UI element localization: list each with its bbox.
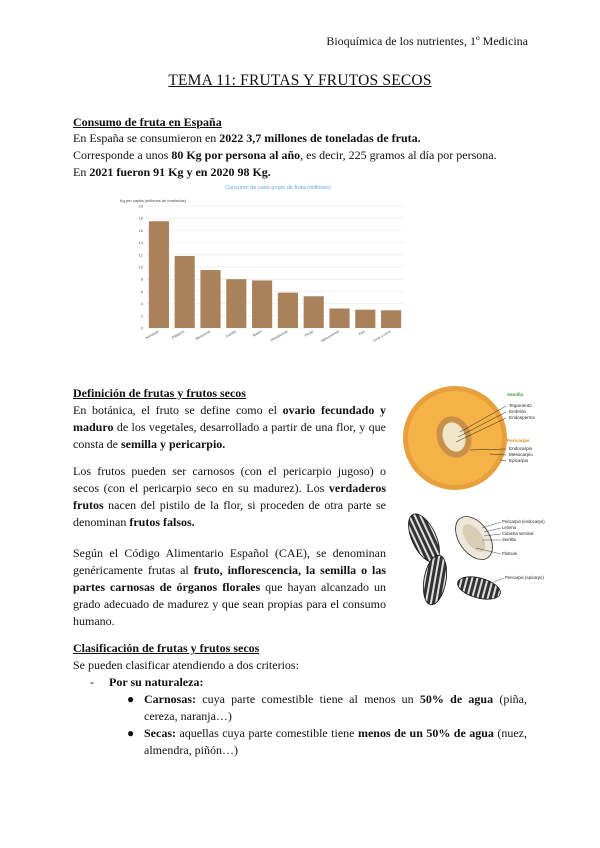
- bullet-carnosas: [144, 691, 527, 725]
- section-heading-consumo: Consumo de fruta en España: [73, 115, 222, 129]
- chart-x-tick-label: Plátanos: [171, 329, 186, 340]
- bold-run: ovario fecundado y maduro: [73, 403, 386, 434]
- text-run: que hayan alcanzado un grado adecuado de madurez y que sean propias para el consumo humano.: [73, 580, 386, 628]
- definicion-paragraph-1: [73, 402, 386, 453]
- label-lemma: Lemma: [502, 525, 516, 530]
- label-epicarpio: Epicarpio: [509, 458, 529, 463]
- chart-x-tick-label: Melocotones: [320, 329, 340, 344]
- chart-x-tick-label: Uvas y otros: [372, 329, 392, 343]
- bold-run: menos de un 50% de agua: [357, 726, 494, 740]
- chart-y-tick-label: 0: [140, 325, 143, 331]
- text-run: En botánica, el fruto se define como el: [73, 403, 283, 417]
- chart-bar: [175, 256, 195, 328]
- chart-title: Consumo de cada grupo de fruta (millones): [225, 185, 331, 191]
- label-semilla: Semilla: [502, 537, 516, 542]
- bold-run: 80 Kg por persona al año: [171, 148, 301, 162]
- chart-y-tick-label: 6: [140, 288, 143, 294]
- text-run: (piña, cereza, naranja…): [144, 692, 527, 723]
- chart-y-tick-label: 4: [140, 301, 143, 307]
- seed-icon: [455, 573, 503, 604]
- chart-bar: [355, 310, 375, 328]
- text-run: Según el Código Alimentario Español (CAE), se denominan genéricamente frutas al: [73, 546, 386, 577]
- chart-x-tick-label: Kiwi: [358, 329, 366, 337]
- text-run: nacen del pistilo de la flor, si proceden de otra parte se denominan: [73, 498, 386, 529]
- chart-x-tick-label: Mandarinas: [270, 329, 289, 343]
- criterion-naturaleza: Por su naturaleza:: [109, 675, 204, 689]
- chart-x-tick-label: Naranjas: [144, 329, 160, 341]
- chart-bar: [329, 308, 349, 328]
- label-mesocarpio: Mesocarpio: [509, 452, 533, 457]
- bold-run: semilla y pericarpio.: [120, 437, 226, 451]
- chart-bar: [278, 293, 298, 328]
- bullet-marker-icon: ●: [127, 692, 135, 706]
- text-run: , es decir, 225 gramos al día por persona.: [300, 148, 497, 162]
- chart-bar: [149, 221, 169, 328]
- bold-run: fruto, inflorescencia, la semilla o las partes carnosas de órganos florales: [73, 563, 387, 594]
- chart-y-tick-label: 10: [138, 264, 143, 270]
- chart-x-tick-label: Peras: [304, 329, 315, 338]
- label-plumule: Plumule: [502, 551, 518, 556]
- chart-bar: [252, 280, 272, 328]
- page-header: Bioquímica de los nutrientes, 1º Medicina: [326, 34, 528, 48]
- definicion-paragraph-2: [73, 463, 386, 531]
- label-embrion: Embrión: [509, 409, 527, 414]
- chart-bar: [304, 296, 324, 328]
- text-run: (nuez, almendra, piñón…): [144, 726, 527, 757]
- chart-y-tick-label: 14: [138, 240, 143, 246]
- bold-run: 2021 fueron 91 Kg y en 2020 98 Kg.: [89, 165, 271, 179]
- label-tegumento: Tegumento: [509, 403, 532, 408]
- label-semilla: Semilla: [507, 392, 524, 397]
- chart-y-tick-label: 20: [138, 203, 143, 209]
- chart-x-tick-label: Manzanas: [194, 329, 211, 342]
- bullet-marker-icon: ●: [127, 726, 135, 740]
- bold-run: Carnosas:: [144, 692, 197, 706]
- text-run: aquellas cuya parte comestible tiene: [176, 726, 358, 740]
- chart-y-tick-label: 18: [138, 215, 143, 221]
- definicion-paragraph-3: [73, 545, 386, 630]
- fruit-consumption-chart: [118, 180, 408, 350]
- label-cubierta-seminal: Cubierta seminal: [502, 531, 534, 536]
- bold-run: 50% de agua: [419, 692, 494, 706]
- label-pericarpio-endocarpo: Pericarpio (endocarpo): [502, 519, 545, 524]
- chart-x-tick-label: Melón: [252, 329, 263, 338]
- text-run: En: [73, 165, 90, 179]
- bullet-secas: [144, 725, 527, 759]
- chart-y-tick-label: 16: [138, 227, 143, 233]
- seed-icon: [420, 553, 450, 606]
- bold-run: verdaderos frutos: [73, 481, 386, 512]
- label-pericarpio-epicarpo: Pericarpio (epicarpo): [505, 575, 544, 580]
- chart-bar: [381, 310, 401, 328]
- clasificacion-intro: Se pueden clasificar atendiendo a dos criterios:: [73, 658, 299, 672]
- text-run: Los frutos pueden ser carnosos (con el pericarpio jugoso) o secos (con el pericarpio seco en su madurez). Los: [73, 464, 386, 495]
- page-title: TEMA 11: FRUTAS Y FRUTOS SECOS: [168, 72, 432, 89]
- bold-run: frutos falsos.: [129, 515, 195, 529]
- chart-bar: [226, 279, 246, 328]
- consumo-paragraph: [73, 130, 533, 181]
- bold-run: 2022 3,7 millones de toneladas de fruta.: [219, 131, 421, 145]
- section-heading-definicion: Definición de frutas y frutos secos: [73, 386, 246, 400]
- text-run: cuya parte comestible tiene al menos un: [196, 692, 420, 706]
- peach-cross-section-figure: [400, 382, 540, 492]
- chart-x-tick-label: Sandía: [224, 329, 237, 339]
- chart-y-tick-label: 2: [140, 313, 143, 319]
- text-run: Corresponde a unos: [73, 148, 172, 162]
- text-run: de los vegetales, desarrollado a partir de una flor, y que consta de: [73, 420, 386, 451]
- dash-marker: -: [90, 675, 94, 689]
- text-run: En España se consumieron en: [73, 131, 220, 145]
- chart-ylabel: Kg per cápita (millones de toneladas): [120, 198, 187, 203]
- label-endospermo: Endospermo: [509, 415, 536, 420]
- label-endocarpio: Endocarpio: [509, 446, 533, 451]
- section-heading-clasificacion: Clasificación de frutas y frutos secos: [73, 641, 260, 655]
- bold-run: Secas:: [144, 726, 176, 740]
- sunflower-seeds-figure: [404, 508, 554, 610]
- chart-y-tick-label: 8: [140, 276, 143, 282]
- label-pericarpio: Pericarpio: [507, 438, 530, 443]
- chart-y-tick-label: 12: [138, 252, 143, 258]
- chart-bar: [200, 270, 220, 328]
